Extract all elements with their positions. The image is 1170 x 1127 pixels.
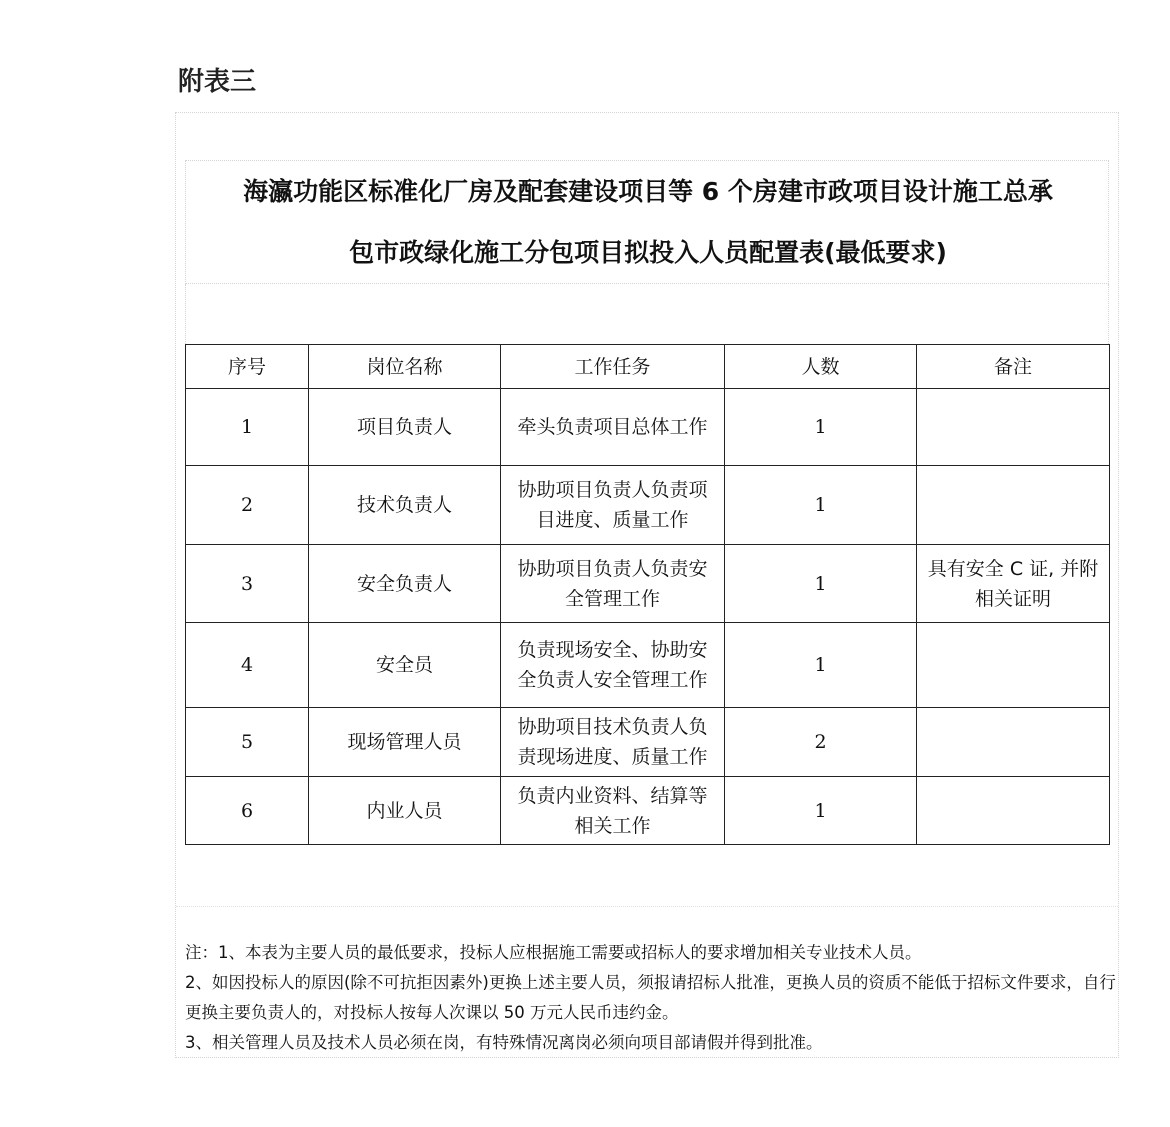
cell-remark: 具有安全 C 证, 并附相关证明 [917,545,1110,623]
cell-task: 协助项目技术负责人负责现场进度、质量工作 [501,708,725,777]
header-post: 岗位名称 [309,345,501,389]
header-seq: 序号 [186,345,309,389]
table-row [186,389,1110,466]
table-title-line-2: 包市政绿化施工分包项目拟投入人员配置表(最低要求) [349,238,947,267]
table-row [186,623,1110,708]
cell-post: 安全员 [309,623,501,708]
cell-remark [917,708,1110,777]
cell-task: 牵头负责项目总体工作 [501,389,725,466]
cell-seq: 4 [186,623,309,708]
cell-post: 内业人员 [309,777,501,845]
note-2: 2、如因投标人的原因(除不可抗拒因素外)更换上述主要人员，须报请招标人批准，更换人员的资质不能低于招标文件要求，自行更换主要负责人的，对投标人按每人次课以 50 万元人民币违约金。 [185,973,1116,1022]
cell-task: 负责现场安全、协助安全负责人安全管理工作 [501,623,725,708]
cell-post: 安全负责人 [309,545,501,623]
table-row [186,466,1110,545]
cell-remark [917,389,1110,466]
appendix-heading: 附表三 [178,67,257,97]
cell-post: 现场管理人员 [309,708,501,777]
notes-section [185,938,1117,1058]
header-task: 工作任务 [501,345,725,389]
cell-count: 1 [725,623,917,708]
table-header-row [186,345,1110,389]
table-title-box [185,160,1109,284]
cell-task: 协助项目负责人负责安全管理工作 [501,545,725,623]
cell-seq: 5 [186,708,309,777]
table-row [186,777,1110,845]
cell-count: 1 [725,545,917,623]
staffing-table [185,344,1110,845]
notes-divider [176,906,1118,907]
cell-remark [917,623,1110,708]
header-count: 人数 [725,345,917,389]
cell-task: 协助项目负责人负责项目进度、质量工作 [501,466,725,545]
header-remark: 备注 [917,345,1110,389]
note-1: 注：1、本表为主要人员的最低要求，投标人应根据施工需要或招标人的要求增加相关专业技术人员。 [185,943,922,962]
cell-seq: 6 [186,777,309,845]
cell-seq: 2 [186,466,309,545]
cell-count: 2 [725,708,917,777]
cell-post: 项目负责人 [309,389,501,466]
cell-count: 1 [725,777,917,845]
table-title-line-1: 海瀛功能区标准化厂房及配套建设项目等 6 个房建市政项目设计施工总承 [243,177,1053,206]
cell-task: 负责内业资料、结算等相关工作 [501,777,725,845]
spacer-row [185,284,1109,344]
table-row [186,545,1110,623]
cell-seq: 3 [186,545,309,623]
cell-remark [917,777,1110,845]
note-3: 3、相关管理人员及技术人员必须在岗，有特殊情况离岗必须向项目部请假并得到批准。 [185,1033,823,1052]
cell-seq: 1 [186,389,309,466]
cell-count: 1 [725,466,917,545]
cell-remark [917,466,1110,545]
table-row [186,708,1110,777]
cell-count: 1 [725,389,917,466]
cell-post: 技术负责人 [309,466,501,545]
